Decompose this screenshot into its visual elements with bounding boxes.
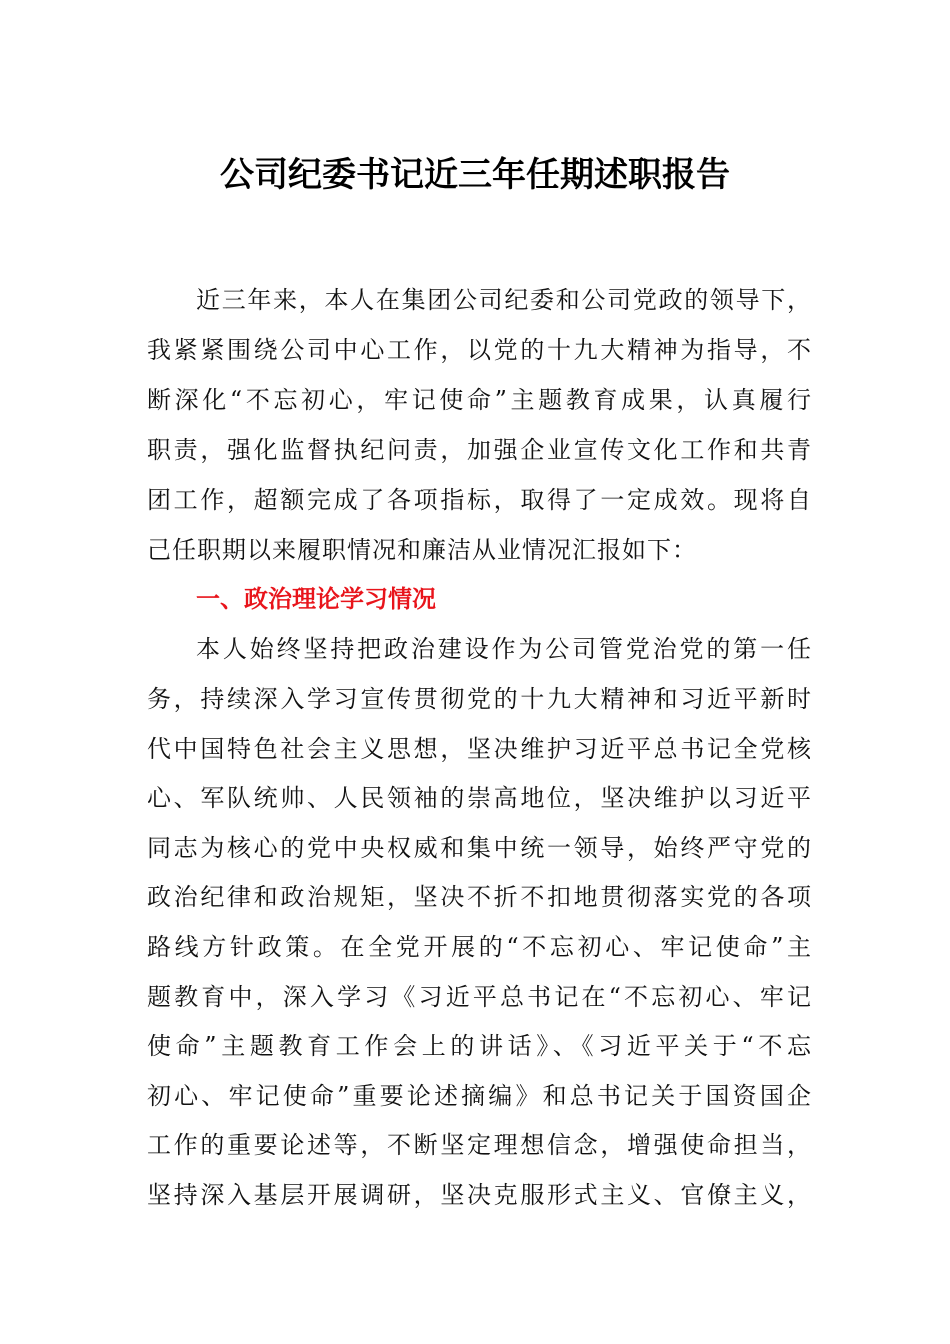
- paragraph-line: 务，持续深入学习宣传贯彻党的十九大精神和习近平新时: [147, 685, 812, 713]
- section-heading: 一、政治理论学习情况: [196, 585, 436, 613]
- paragraph-line: 初心、牢记使命”重要论述摘编》和总书记关于国资国企: [147, 1082, 812, 1110]
- paragraph-line: 团工作，超额完成了各项指标，取得了一定成效。现将自: [147, 486, 812, 514]
- paragraph-line: 代中国特色社会主义思想，坚决维护习近平总书记全党核: [147, 735, 812, 763]
- paragraph-line: 路线方针政策。在全党开展的“不忘初心、牢记使命”主: [147, 933, 812, 961]
- paragraph-line: 本人始终坚持把政治建设作为公司管党治党的第一任: [196, 635, 812, 663]
- paragraph-line: 政治纪律和政治规矩，坚决不折不扣地贯彻落实党的各项: [147, 883, 812, 911]
- paragraph-line: 己任职期以来履职情况和廉洁从业情况汇报如下：: [147, 536, 697, 564]
- paragraph-line: 坚持深入基层开展调研，坚决克服形式主义、官僚主义，: [147, 1181, 812, 1209]
- paragraph-line: 使命”主题教育工作会上的讲话》、《习近平关于“不忘: [147, 1032, 812, 1060]
- document-title: 公司纪委书记近三年任期述职报告: [220, 155, 730, 195]
- paragraph-line: 近三年来，本人在集团公司纪委和公司党政的领导下，: [196, 286, 812, 314]
- paragraph-line: 同志为核心的党中央权威和集中统一领导，始终严守党的: [147, 834, 812, 862]
- paragraph-line: 我紧紧围绕公司中心工作，以党的十九大精神为指导，不: [147, 336, 812, 364]
- paragraph-line: 职责，强化监督执纪问责，加强企业宣传文化工作和共青: [147, 436, 812, 464]
- paragraph-line: 题教育中，深入学习《习近平总书记在“不忘初心、牢记: [147, 983, 812, 1011]
- paragraph-line: 心、军队统帅、人民领袖的崇高地位，坚决维护以习近平: [147, 784, 812, 812]
- paragraph-line: 工作的重要论述等，不断坚定理想信念，增强使命担当，: [147, 1131, 812, 1159]
- paragraph-line: 断深化“不忘初心，牢记使命”主题教育成果，认真履行: [147, 386, 812, 414]
